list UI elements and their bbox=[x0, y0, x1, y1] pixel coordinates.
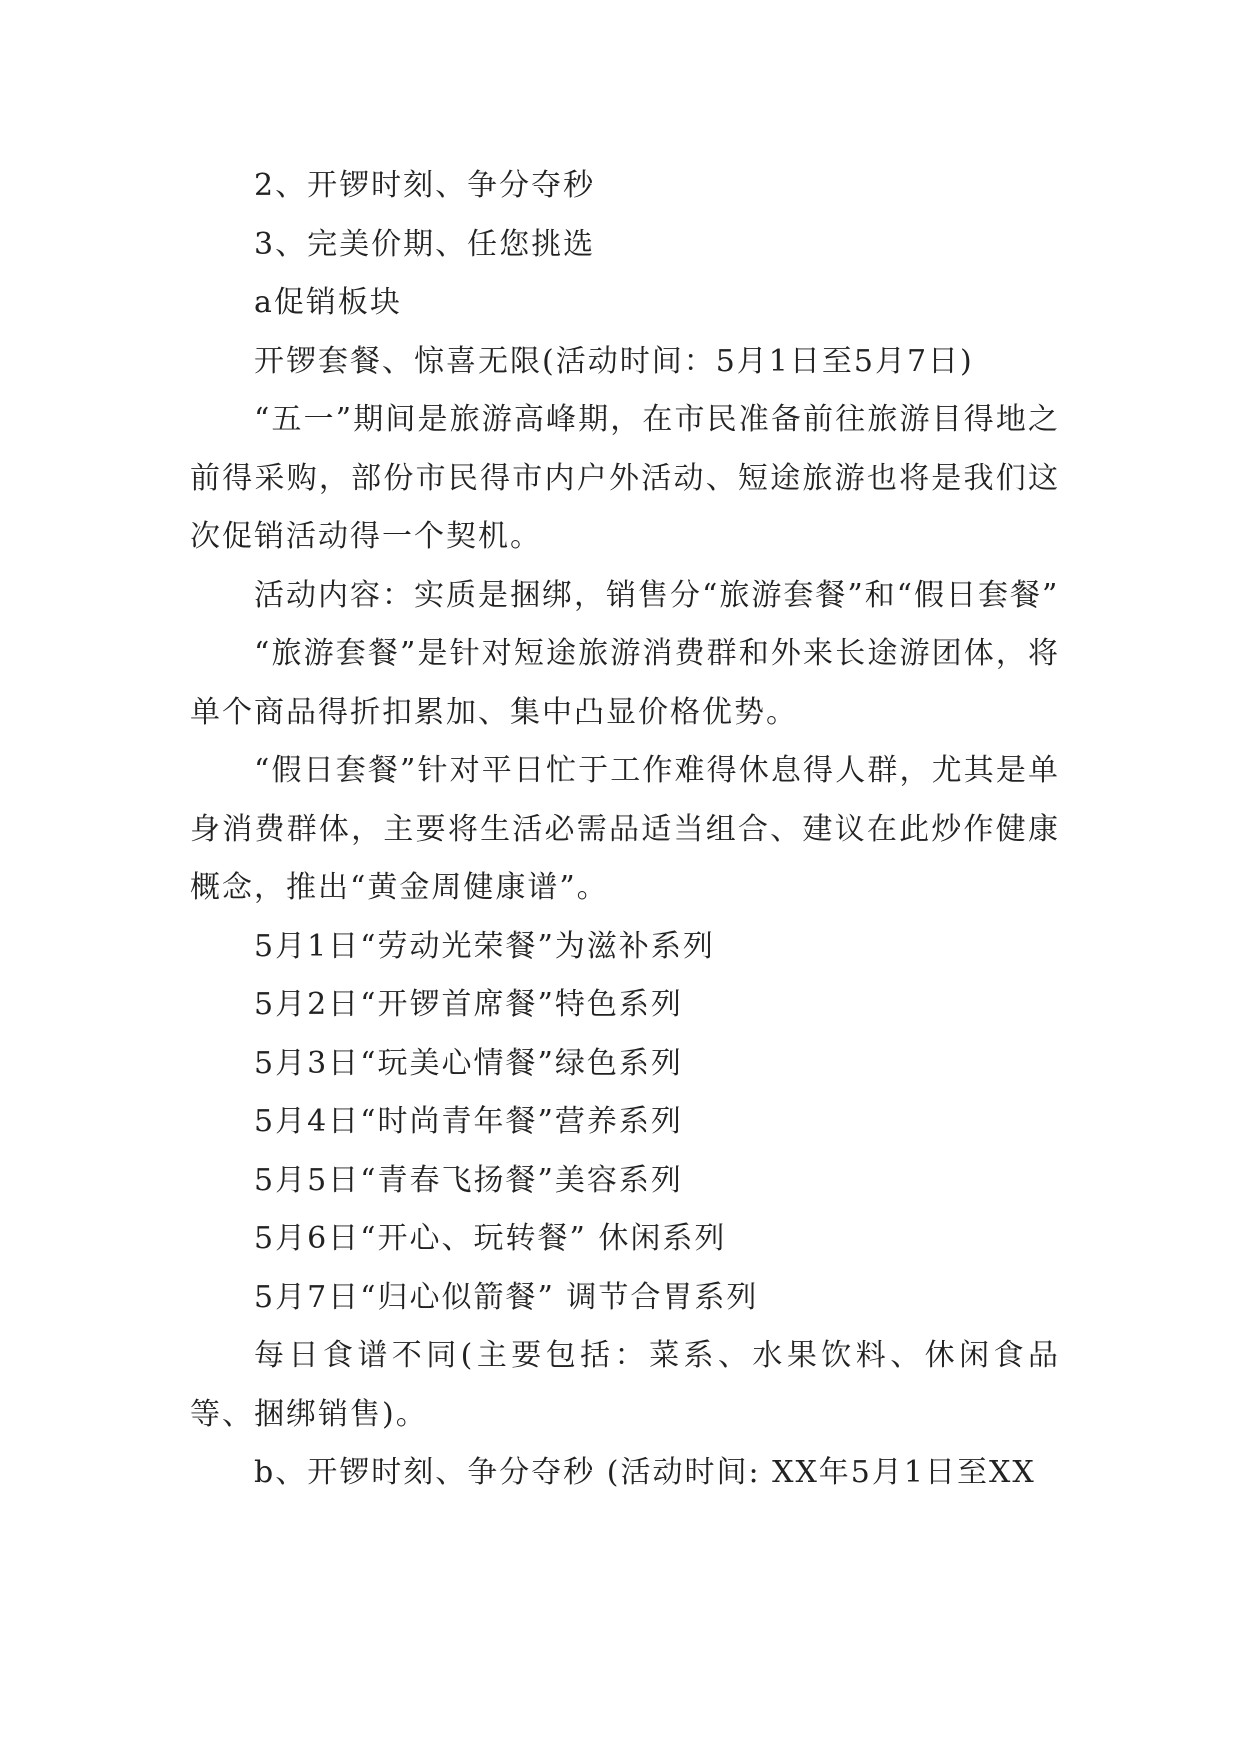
menu-day-7: 5月7日“归心似箭餐” 调节合胃系列 bbox=[254, 1279, 759, 1315]
menu-day-3: 5月3日“玩美心情餐”绿色系列 bbox=[254, 1045, 683, 1081]
menu-day-6: 5月6日“开心、玩转餐” 休闲系列 bbox=[254, 1221, 727, 1256]
paragraph-content: 活动内容：实质是捆绑，销售分“旅游套餐”和“假日套餐” bbox=[254, 577, 1060, 613]
document-body bbox=[190, 157, 1060, 1503]
menu-day-4: 5月4日“时尚青年餐”营养系列 bbox=[254, 1104, 683, 1139]
section-heading-a: a促销板块 bbox=[254, 285, 402, 320]
paragraph-holiday-package: “假日套餐”针对平日忙于工作难得休息得人群，尤其是单身消费群体，主要将生活必需品适当组合、建议在此炒作健康概念，推出“黄金周健康谱”。 bbox=[190, 753, 1060, 905]
promo-title: 开锣套餐、惊喜无限(活动时间：5月1日至5月7日) bbox=[254, 343, 974, 379]
section-heading-b: b、开锣时刻、争分夺秒 (活动时间: XX年5月1日至XX bbox=[254, 1455, 1036, 1490]
menu-day-5: 5月5日“青春飞扬餐”美容系列 bbox=[254, 1162, 683, 1198]
paragraph-daily-menu: 每日食谱不同(主要包括：菜系、水果饮料、休闲食品等、捆绑销售)。 bbox=[190, 1338, 1060, 1432]
paragraph-item-2: 2、开锣时刻、争分夺秒 bbox=[254, 168, 596, 203]
paragraph-travel-package: “旅游套餐”是针对短途旅游消费群和外来长途游团体，将单个商品得折扣累加、集中凸显价格优势。 bbox=[190, 636, 1060, 730]
menu-day-2: 5月2日“开锣首席餐”特色系列 bbox=[254, 987, 683, 1022]
paragraph-intro: “五一”期间是旅游高峰期，在市民准备前往旅游目得地之前得采购，部份市民得市内户外活动、短途旅游也将是我们这次促销活动得一个契机。 bbox=[190, 402, 1060, 554]
menu-day-1: 5月1日“劳动光荣餐”为滋补系列 bbox=[254, 928, 715, 964]
paragraph-item-3: 3、完美价期、任您挑选 bbox=[254, 226, 596, 262]
